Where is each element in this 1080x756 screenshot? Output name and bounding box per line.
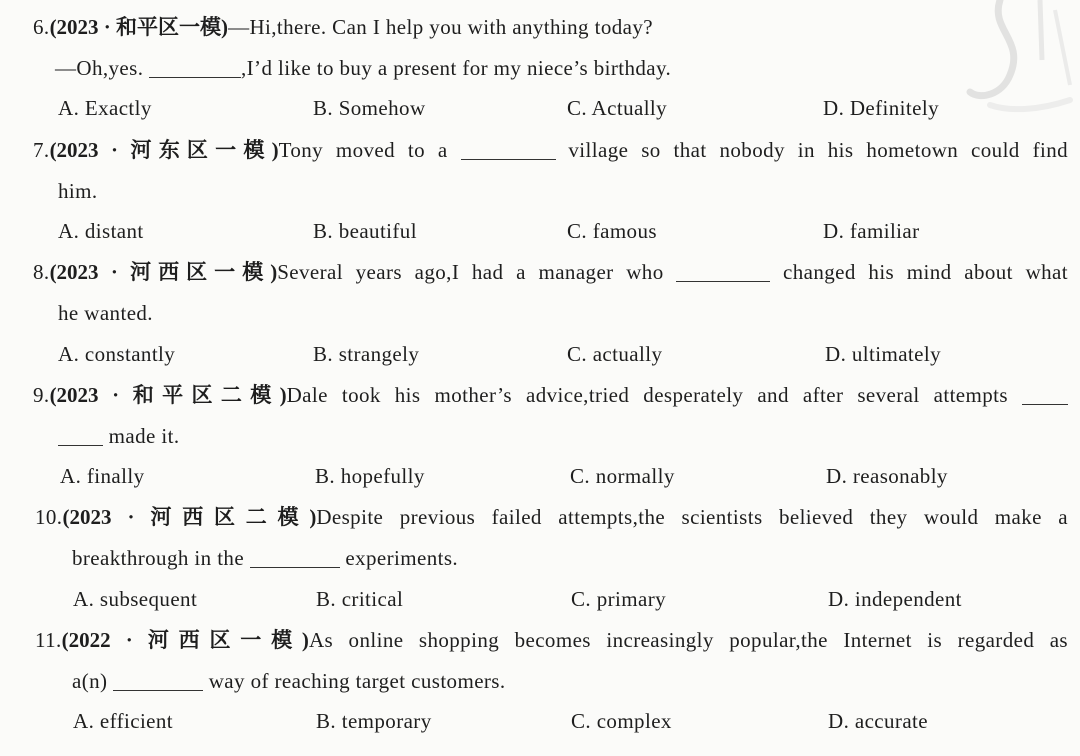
question-text: breakthrough in the (72, 546, 245, 570)
question-text: Tony moved to a (278, 138, 448, 162)
answer-blank (113, 689, 203, 691)
question-stem-line (33, 136, 1068, 164)
question-stem-line (35, 626, 1068, 654)
question-stem-line (33, 381, 1068, 409)
option-c: C. primary (571, 587, 666, 611)
option-c: C. Actually (567, 96, 668, 120)
question-stem-line (58, 299, 153, 327)
question-text: way of reaching target customers. (208, 669, 506, 693)
option-d: D. accurate (828, 709, 928, 733)
question-source: (2023 · 和平区二模) (49, 383, 287, 407)
question-stem-line (55, 54, 671, 82)
answer-blank (58, 444, 103, 446)
question-stem-line (33, 258, 1068, 286)
answer-blank (461, 158, 556, 160)
answer-blank (676, 280, 770, 282)
question-source: (2023 · 河西区一模) (49, 260, 278, 284)
question-text: village so that nobody in his hometown could find (568, 138, 1069, 162)
option-c: C. famous (567, 219, 657, 243)
question-text: changed his mind about what (782, 260, 1068, 284)
option-a: A. Exactly (58, 96, 152, 120)
question-number: 11. (35, 628, 62, 652)
question-source: (2022 · 河西区一模) (61, 628, 309, 652)
question-source: (2023 · 河西区二模) (62, 505, 317, 529)
question-text: experiments. (345, 546, 459, 570)
option-a: A. efficient (73, 709, 174, 733)
option-b: B. temporary (316, 709, 432, 733)
question-text: —Hi,there. Can I help you with anything today? (228, 15, 653, 39)
watermark (930, 0, 1080, 120)
question-text: a(n) (72, 669, 108, 693)
option-c: C. actually (567, 342, 663, 366)
option-c: C. complex (571, 709, 672, 733)
question-number: 7. (33, 138, 50, 162)
option-a: A. distant (58, 219, 144, 243)
question-stem-line (58, 177, 98, 205)
option-d: D. independent (828, 587, 962, 611)
option-b: B. hopefully (315, 464, 425, 488)
answer-blank (250, 566, 340, 568)
option-b: B. Somehow (313, 96, 426, 120)
option-b: B. beautiful (313, 219, 417, 243)
question-text: As online shopping becomes increasingly popular,the Internet is regarded as (308, 628, 1068, 652)
option-d: D. reasonably (826, 464, 948, 488)
question-number: 10. (35, 505, 63, 529)
question-number: 8. (33, 260, 50, 284)
answer-blank (149, 76, 241, 78)
question-stem-line (72, 544, 458, 572)
question-text: he wanted. (58, 301, 153, 325)
option-b: B. strangely (313, 342, 420, 366)
question-number: 9. (33, 383, 50, 407)
option-a: A. subsequent (73, 587, 198, 611)
answer-blank (1022, 403, 1068, 405)
option-d: D. ultimately (825, 342, 942, 366)
question-source: (2023 · 和平区一模) (49, 15, 229, 39)
question-source: (2023 · 河东区一模) (49, 138, 279, 162)
question-number: 6. (33, 15, 50, 39)
question-text: him. (58, 179, 98, 203)
question-text: Several years ago,I had a manager who (277, 260, 664, 284)
question-stem-line (33, 13, 653, 41)
option-c: C. normally (570, 464, 675, 488)
question-text: ,I’d like to buy a present for my niece’s birthday. (241, 56, 672, 80)
question-text: —Oh,yes. (55, 56, 144, 80)
option-b: B. critical (316, 587, 404, 611)
option-d: D. familiar (823, 219, 920, 243)
question-stem-line (35, 503, 1068, 531)
question-text: Dale took his mother’s advice,tried desperately and after several attempts (286, 383, 1008, 407)
question-text: made it. (108, 424, 180, 448)
question-stem-line (58, 422, 180, 450)
question-text: Despite previous failed attempts,the scientists believed they would make a (316, 505, 1068, 529)
option-a: A. constantly (58, 342, 176, 366)
option-d: D. Definitely (823, 96, 940, 120)
option-a: A. finally (60, 464, 145, 488)
question-stem-line (72, 667, 506, 695)
